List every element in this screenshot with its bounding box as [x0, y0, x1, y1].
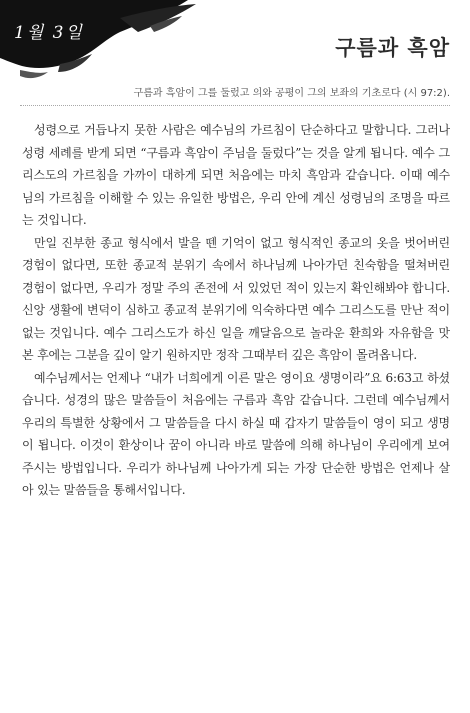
paragraph: 예수님께서는 언제나 “내가 너희에게 이른 말은 영이요 생명이라”요 6:63고 하셨습니다. 성경의 많은 말씀들이 처음에는 구름과 흑암 같습니다. 그런데 예수님께서 우리의 특별한 상황에서 그 말씀들을 다시 하실 때 갑자기 말씀들이 영이 되고 생명이 됩니다. 이것이 환상이나 꿈이 아니라 바로 말씀에 의해 하나님이 우리에게 보여주시는 방법입니다. 우리가 하나님께 나아가게 되는 가장 단순한 방법은 언제나 살아 있는 말씀들을 통해서입니다.	[22, 370, 450, 497]
date-label: 1월 3일	[14, 23, 84, 43]
body-text	[22, 119, 450, 502]
page-title: 구름과 흑암	[335, 36, 450, 60]
verse-reference: 구름과 흑암이 그를 둘렀고 의와 공평이 그의 보좌의 기초로다 (시 97:2).	[133, 88, 450, 99]
divider	[20, 105, 450, 106]
paragraph: 만일 진부한 종교 형식에서 발을 뗀 기억이 없고 형식적인 종교의 옷을 벗어버린 경험이 없다면, 또한 종교적 분위기 속에서 하나님께 나아가던 친숙함을 떨쳐버린 경험이 없다면, 우리가 정말 주의 존전에 서 있었던 적이 있는지 확인해봐야 합니다. 신앙 생활에 변덕이 심하고 종교적 분위기에 익숙하다면 예수 그리스도를 만난 적이 없는 것입니다. 예수 그리스도가 하신 일을 깨달음으로 놀라운 환희와 자유함을 맛본 후에는 그분을 깊이 알기 원하지만 정작 그때부터 깊은 흑암이 몰려옵니다.	[22, 235, 450, 362]
paragraph: 성령으로 거듭나지 못한 사람은 예수님의 가르침이 단순하다고 말합니다. 그러나 성령 세례를 받게 되면 “구름과 흑암이 주님을 둘렀다”는 것을 알게 됩니다. 예수 그리스도의 가르침을 가까이 대하게 되면 처음에는 마치 흑암과 같습니다. 이때 예수님의 가르침을 이해할 수 있는 유일한 방법은, 우리 안에 계신 성령님의 조명을 따르는 것입니다.	[22, 123, 450, 227]
